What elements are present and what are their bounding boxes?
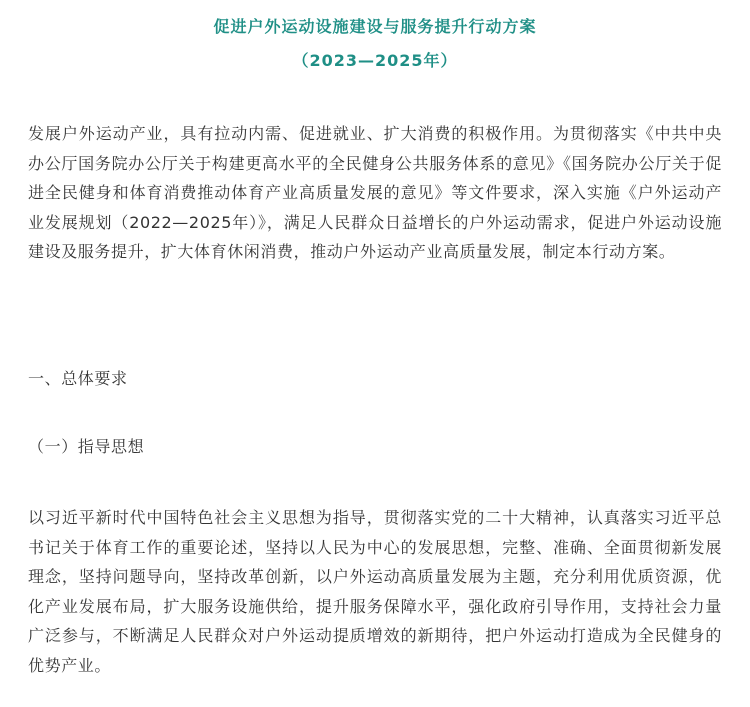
subsection-heading: （一）指导思想 (28, 437, 145, 456)
document-title: 促进户外运动设施建设与服务提升行动方案 (213, 17, 537, 36)
section-heading: 一、总体要求 (28, 369, 128, 388)
guiding-paragraph: 以习近平新时代中国特色社会主义思想为指导，贯彻落实党的二十大精神，认真落实习近平总书记关于体育工作的重要论述，坚持以人民为中心的发展思想，完整、准确、全面贯彻新发展理念，坚持问题导向，坚持改革创新，以户外运动高质量发展为主题，充分利用优质资源，优化产业发展布局，扩大服务设施供给，提升服务保障水平，强化政府引导作用，支持社会力量广泛参与，不断满足人民群众对户外运动提质增效的新期待，把户外运动打造成为全民健身的优势产业。 (28, 508, 722, 675)
intro-paragraph: 发展户外运动产业，具有拉动内需、促进就业、扩大消费的积极作用。为贯彻落实《中共中央办公厅国务院办公厅关于构建更高水平的全民健身公共服务体系的意见》《国务院办公厅关于促进全民健身和体育消费推动体育产业高质量发展的意见》等文件要求，深入实施《户外运动产业发展规划（2022—2025年）》，满足人民群众日益增长的户外运动需求，促进户外运动设施建设及服务提升，扩大体育休闲消费，推动户外运动产业高质量发展，制定本行动方案。 (28, 124, 722, 261)
document-subtitle: （2023—2025年） (292, 51, 458, 70)
